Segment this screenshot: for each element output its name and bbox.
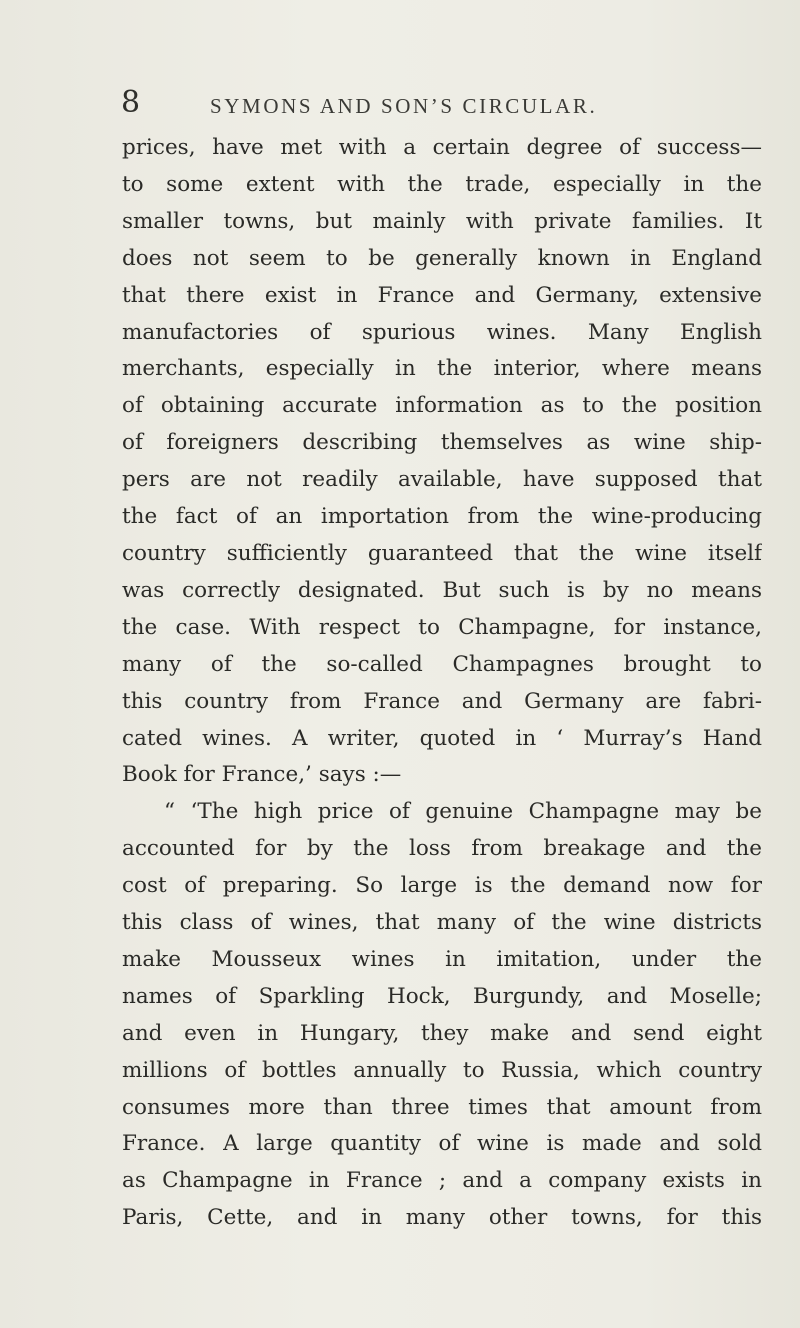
text-line: of foreigners describing themselves as wine ship- [122, 430, 762, 456]
quote-line: consumes more than three times that amount from [122, 1094, 762, 1120]
text-line: pers are not readily available, have supposed that [122, 467, 762, 493]
text-line: does not seem to be generally known in England [122, 245, 762, 271]
text-line: of obtaining accurate information as to the position [122, 393, 762, 419]
quote-line: “ ‘The high price of genuine Champagne may be [164, 799, 762, 825]
text-line: merchants, especially in the interior, where means [122, 356, 762, 382]
text-line: cated wines. A writer, quoted in ‘ Murray’s Hand [122, 725, 762, 751]
text-line: was correctly designated. But such is by no means [122, 577, 762, 603]
quote-line: make Mousseux wines in imitation, under the [122, 946, 762, 972]
text-line: the case. With respect to Champagne, for instance, [122, 614, 762, 640]
quote-line: millions of bottles annually to Russia, which country [122, 1057, 762, 1083]
quote-line: and even in Hungary, they make and send eight [122, 1020, 762, 1046]
quote-line: cost of preparing. So large is the demand now for [122, 873, 762, 899]
text-line: country sufficiently guaranteed that the wine itself [122, 540, 762, 566]
text-line: to some extent with the trade, especially in the [122, 171, 762, 197]
body-text [122, 130, 762, 1237]
text-line: many of the so-called Champagnes brought to [122, 651, 762, 677]
text-line: Book for France,’ says :— [122, 762, 402, 788]
quote-line: as Champagne in France ; and a company exists in [122, 1168, 762, 1194]
text-line: smaller towns, but mainly with private families. It [122, 208, 762, 234]
text-line: prices, have met with a certain degree of success— [122, 135, 762, 160]
quote-line: Paris, Cette, and in many other towns, for this [122, 1205, 762, 1231]
text-line: the fact of an importation from the wine-producing [122, 504, 762, 530]
quote-line: names of Sparkling Hock, Burgundy, and Moselle; [122, 983, 762, 1009]
quote-line: this class of wines, that many of the wine districts [122, 910, 762, 936]
text-line: manufactories of spurious wines. Many English [122, 319, 762, 345]
text-line: this country from France and Germany are fabri- [122, 688, 762, 714]
text-line: that there exist in France and Germany, extensive [122, 282, 762, 308]
running-title: SYMONS AND SON’S CIRCULAR. [210, 94, 598, 118]
page-number: 8 [121, 85, 141, 120]
quote-line: France. A large quantity of wine is made and sold [122, 1131, 762, 1157]
quote-line: accounted for by the loss from breakage and the [122, 836, 762, 862]
